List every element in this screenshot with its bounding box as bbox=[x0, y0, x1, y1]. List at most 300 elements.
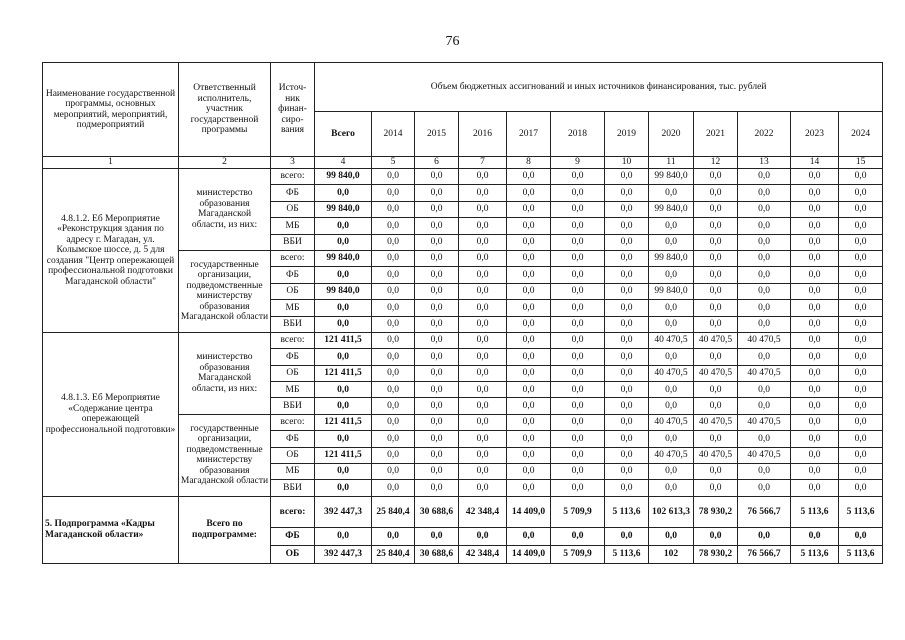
year-value: 0,0 bbox=[507, 234, 551, 250]
row-total: 0,0 bbox=[315, 267, 372, 283]
funding-source: МБ bbox=[271, 382, 315, 398]
funding-source: ОБ bbox=[271, 545, 315, 563]
row-total: 392 447,3 bbox=[315, 496, 372, 527]
year-value: 0,0 bbox=[415, 464, 459, 480]
year-value: 40 470,5 bbox=[649, 365, 694, 381]
year-value: 0,0 bbox=[459, 300, 507, 316]
year-value: 0,0 bbox=[415, 300, 459, 316]
year-value: 0,0 bbox=[551, 316, 605, 332]
year-value: 40 470,5 bbox=[694, 365, 738, 381]
year-value: 102 613,3 bbox=[649, 496, 694, 527]
year-value: 0,0 bbox=[791, 414, 839, 430]
year-value: 40 470,5 bbox=[694, 414, 738, 430]
column-number-6: 6 bbox=[415, 157, 459, 169]
row-total: 392 447,3 bbox=[315, 545, 372, 563]
year-value: 40 470,5 bbox=[738, 332, 791, 348]
funding-source: ВБИ bbox=[271, 398, 315, 414]
year-value: 0,0 bbox=[415, 365, 459, 381]
year-value: 0,0 bbox=[507, 527, 551, 545]
year-value: 0,0 bbox=[839, 464, 883, 480]
year-value: 0,0 bbox=[694, 382, 738, 398]
header-year-2016: 2016 bbox=[459, 112, 507, 157]
year-value: 0,0 bbox=[738, 398, 791, 414]
row-total: 0,0 bbox=[315, 398, 372, 414]
year-value: 0,0 bbox=[372, 332, 415, 348]
year-value: 0,0 bbox=[694, 464, 738, 480]
year-value: 0,0 bbox=[605, 316, 649, 332]
header-year-2022: 2022 bbox=[738, 112, 791, 157]
year-value: 40 470,5 bbox=[738, 447, 791, 463]
year-value: 0,0 bbox=[694, 267, 738, 283]
year-value: 0,0 bbox=[738, 185, 791, 201]
table-row bbox=[43, 169, 883, 185]
year-value: 0,0 bbox=[415, 283, 459, 299]
year-value: 0,0 bbox=[551, 431, 605, 447]
activity-name: 4.8.1.3. Еб Мероприятие «Содержание центра опережающей профессиональной подготовки» bbox=[43, 332, 179, 496]
year-value: 0,0 bbox=[459, 185, 507, 201]
year-value: 0,0 bbox=[507, 250, 551, 266]
funding-source: всего: bbox=[271, 169, 315, 185]
year-value: 0,0 bbox=[507, 447, 551, 463]
year-value: 0,0 bbox=[551, 349, 605, 365]
year-value: 0,0 bbox=[372, 480, 415, 496]
year-value: 0,0 bbox=[791, 316, 839, 332]
year-value: 0,0 bbox=[372, 234, 415, 250]
column-number-12: 12 bbox=[694, 157, 738, 169]
year-value: 0,0 bbox=[507, 218, 551, 234]
year-value: 40 470,5 bbox=[738, 414, 791, 430]
year-value: 0,0 bbox=[459, 332, 507, 348]
year-value: 0,0 bbox=[649, 349, 694, 365]
year-value: 0,0 bbox=[507, 169, 551, 185]
column-number-7: 7 bbox=[459, 157, 507, 169]
row-total: 0,0 bbox=[315, 464, 372, 480]
year-value: 0,0 bbox=[605, 234, 649, 250]
year-value: 0,0 bbox=[459, 316, 507, 332]
year-value: 0,0 bbox=[372, 201, 415, 217]
year-value: 14 409,0 bbox=[507, 545, 551, 563]
header-year-2024: 2024 bbox=[839, 112, 883, 157]
year-value: 0,0 bbox=[605, 169, 649, 185]
funding-source: ВБИ bbox=[271, 316, 315, 332]
year-value: 0,0 bbox=[459, 480, 507, 496]
subprogram-executor: Всего по подпрограмме: bbox=[179, 496, 271, 563]
year-value: 0,0 bbox=[459, 382, 507, 398]
year-value: 99 840,0 bbox=[649, 201, 694, 217]
year-value: 102 bbox=[649, 545, 694, 563]
header-year-2020: 2020 bbox=[649, 112, 694, 157]
year-value: 0,0 bbox=[605, 398, 649, 414]
funding-source: ВБИ bbox=[271, 480, 315, 496]
year-value: 25 840,4 bbox=[372, 545, 415, 563]
column-number-1: 1 bbox=[43, 157, 179, 169]
year-value: 0,0 bbox=[372, 316, 415, 332]
year-value: 0,0 bbox=[507, 332, 551, 348]
year-value: 0,0 bbox=[791, 283, 839, 299]
column-number-9: 9 bbox=[551, 157, 605, 169]
year-value: 0,0 bbox=[372, 414, 415, 430]
year-value: 40 470,5 bbox=[738, 365, 791, 381]
funding-source: ОБ bbox=[271, 283, 315, 299]
column-number-5: 5 bbox=[372, 157, 415, 169]
row-total: 121 411,5 bbox=[315, 447, 372, 463]
row-total: 0,0 bbox=[315, 431, 372, 447]
year-value: 0,0 bbox=[605, 250, 649, 266]
year-value: 0,0 bbox=[551, 283, 605, 299]
executor-name: министерство образования Магаданской области, из них: bbox=[179, 169, 271, 251]
year-value: 0,0 bbox=[605, 382, 649, 398]
year-value: 0,0 bbox=[791, 201, 839, 217]
year-value: 0,0 bbox=[551, 480, 605, 496]
year-value: 0,0 bbox=[507, 398, 551, 414]
funding-source: всего: bbox=[271, 250, 315, 266]
year-value: 0,0 bbox=[551, 464, 605, 480]
year-value: 0,0 bbox=[649, 480, 694, 496]
year-value: 40 470,5 bbox=[694, 447, 738, 463]
year-value: 0,0 bbox=[791, 431, 839, 447]
year-value: 0,0 bbox=[738, 201, 791, 217]
year-value: 0,0 bbox=[738, 431, 791, 447]
year-value: 0,0 bbox=[415, 169, 459, 185]
year-value: 5 709,9 bbox=[551, 545, 605, 563]
year-value: 0,0 bbox=[372, 398, 415, 414]
year-value: 0,0 bbox=[551, 332, 605, 348]
activity-name: 4.8.1.2. Еб Мероприятие «Реконструкция здания по адресу г. Магадан, ул. Колымское шоссе, д. 5 для создания "Центр опережающей профессиональной подготовки Магаданской области" bbox=[43, 169, 179, 333]
year-value: 40 470,5 bbox=[649, 414, 694, 430]
row-total: 99 840,0 bbox=[315, 283, 372, 299]
funding-source: МБ bbox=[271, 464, 315, 480]
header-year-2023: 2023 bbox=[791, 112, 839, 157]
year-value: 0,0 bbox=[694, 349, 738, 365]
year-value: 0,0 bbox=[791, 267, 839, 283]
year-value: 0,0 bbox=[415, 447, 459, 463]
year-value: 0,0 bbox=[372, 267, 415, 283]
row-total: 0,0 bbox=[315, 316, 372, 332]
header-year-2017: 2017 bbox=[507, 112, 551, 157]
funding-source: всего: bbox=[271, 332, 315, 348]
year-value: 40 470,5 bbox=[649, 447, 694, 463]
year-value: 0,0 bbox=[459, 431, 507, 447]
year-value: 0,0 bbox=[605, 349, 649, 365]
year-value: 0,0 bbox=[738, 218, 791, 234]
year-value: 0,0 bbox=[605, 365, 649, 381]
year-value: 0,0 bbox=[694, 169, 738, 185]
year-value: 0,0 bbox=[738, 316, 791, 332]
year-value: 0,0 bbox=[415, 431, 459, 447]
year-value: 0,0 bbox=[415, 267, 459, 283]
year-value: 0,0 bbox=[839, 218, 883, 234]
year-value: 0,0 bbox=[415, 218, 459, 234]
year-value: 78 930,2 bbox=[694, 496, 738, 527]
year-value: 0,0 bbox=[839, 365, 883, 381]
year-value: 0,0 bbox=[694, 234, 738, 250]
year-value: 5 113,6 bbox=[791, 545, 839, 563]
year-value: 0,0 bbox=[605, 527, 649, 545]
year-value: 0,0 bbox=[605, 185, 649, 201]
year-value: 0,0 bbox=[694, 218, 738, 234]
year-value: 40 470,5 bbox=[694, 332, 738, 348]
year-value: 0,0 bbox=[415, 480, 459, 496]
year-value: 0,0 bbox=[839, 398, 883, 414]
year-value: 0,0 bbox=[694, 480, 738, 496]
year-value: 0,0 bbox=[605, 201, 649, 217]
year-value: 78 930,2 bbox=[694, 545, 738, 563]
year-value: 0,0 bbox=[507, 414, 551, 430]
year-value: 0,0 bbox=[605, 464, 649, 480]
year-value: 0,0 bbox=[791, 527, 839, 545]
year-value: 0,0 bbox=[372, 382, 415, 398]
column-number-15: 15 bbox=[839, 157, 883, 169]
year-value: 0,0 bbox=[738, 464, 791, 480]
year-value: 0,0 bbox=[839, 431, 883, 447]
year-value: 0,0 bbox=[605, 218, 649, 234]
year-value: 5 113,6 bbox=[605, 545, 649, 563]
year-value: 0,0 bbox=[507, 300, 551, 316]
year-value: 0,0 bbox=[839, 332, 883, 348]
year-value: 0,0 bbox=[551, 267, 605, 283]
row-total: 121 411,5 bbox=[315, 365, 372, 381]
year-value: 0,0 bbox=[839, 267, 883, 283]
year-value: 0,0 bbox=[738, 250, 791, 266]
year-value: 0,0 bbox=[694, 300, 738, 316]
year-value: 0,0 bbox=[694, 316, 738, 332]
year-value: 0,0 bbox=[372, 250, 415, 266]
year-value: 0,0 bbox=[791, 218, 839, 234]
header-year-2019: 2019 bbox=[605, 112, 649, 157]
year-value: 42 348,4 bbox=[459, 496, 507, 527]
year-value: 0,0 bbox=[551, 382, 605, 398]
year-value: 0,0 bbox=[551, 300, 605, 316]
year-value: 0,0 bbox=[839, 527, 883, 545]
header-name: Наименование государственной программы, основных мероприятий, мероприятий, подмероприятий bbox=[43, 63, 179, 157]
year-value: 0,0 bbox=[791, 447, 839, 463]
header-year-2018: 2018 bbox=[551, 112, 605, 157]
year-value: 0,0 bbox=[605, 267, 649, 283]
year-value: 0,0 bbox=[649, 185, 694, 201]
year-value: 99 840,0 bbox=[649, 283, 694, 299]
row-total: 99 840,0 bbox=[315, 169, 372, 185]
executor-name: министерство образования Магаданской области, из них: bbox=[179, 332, 271, 414]
year-value: 0,0 bbox=[649, 267, 694, 283]
year-value: 30 688,6 bbox=[415, 545, 459, 563]
year-value: 0,0 bbox=[551, 398, 605, 414]
year-value: 0,0 bbox=[738, 480, 791, 496]
funding-source: МБ bbox=[271, 218, 315, 234]
year-value: 0,0 bbox=[605, 447, 649, 463]
year-value: 0,0 bbox=[791, 300, 839, 316]
year-value: 0,0 bbox=[551, 234, 605, 250]
header-year-2014: 2014 bbox=[372, 112, 415, 157]
row-total: 0,0 bbox=[315, 300, 372, 316]
year-value: 0,0 bbox=[649, 316, 694, 332]
funding-source: ФБ bbox=[271, 185, 315, 201]
year-value: 0,0 bbox=[839, 300, 883, 316]
year-value: 0,0 bbox=[459, 527, 507, 545]
year-value: 0,0 bbox=[415, 398, 459, 414]
year-value: 0,0 bbox=[459, 365, 507, 381]
year-value: 0,0 bbox=[738, 349, 791, 365]
row-total: 121 411,5 bbox=[315, 414, 372, 430]
year-value: 0,0 bbox=[791, 185, 839, 201]
year-value: 0,0 bbox=[694, 201, 738, 217]
year-value: 0,0 bbox=[839, 201, 883, 217]
year-value: 0,0 bbox=[551, 185, 605, 201]
row-total: 121 411,5 bbox=[315, 332, 372, 348]
year-value: 0,0 bbox=[459, 414, 507, 430]
year-value: 0,0 bbox=[791, 332, 839, 348]
header-source: Источ-ник финан-сиро-вания bbox=[271, 63, 315, 157]
year-value: 0,0 bbox=[551, 169, 605, 185]
year-value: 0,0 bbox=[415, 382, 459, 398]
year-value: 0,0 bbox=[415, 250, 459, 266]
row-total: 0,0 bbox=[315, 382, 372, 398]
header-year-2021: 2021 bbox=[694, 112, 738, 157]
year-value: 0,0 bbox=[839, 414, 883, 430]
year-value: 0,0 bbox=[839, 349, 883, 365]
year-value: 0,0 bbox=[372, 169, 415, 185]
year-value: 0,0 bbox=[791, 169, 839, 185]
year-value: 0,0 bbox=[459, 283, 507, 299]
column-number-4: 4 bbox=[315, 157, 372, 169]
year-value: 0,0 bbox=[459, 398, 507, 414]
year-value: 0,0 bbox=[372, 527, 415, 545]
funding-source: ОБ bbox=[271, 447, 315, 463]
year-value: 0,0 bbox=[738, 234, 791, 250]
year-value: 0,0 bbox=[507, 201, 551, 217]
year-value: 30 688,6 bbox=[415, 496, 459, 527]
header-executor: Ответственный исполнитель, участник государственной программы bbox=[179, 63, 271, 157]
column-number-10: 10 bbox=[605, 157, 649, 169]
year-value: 0,0 bbox=[791, 365, 839, 381]
year-value: 0,0 bbox=[507, 431, 551, 447]
row-total: 99 840,0 bbox=[315, 201, 372, 217]
year-value: 0,0 bbox=[459, 349, 507, 365]
year-value: 0,0 bbox=[605, 332, 649, 348]
year-value: 0,0 bbox=[372, 185, 415, 201]
funding-source: ОБ bbox=[271, 201, 315, 217]
funding-source: ФБ bbox=[271, 349, 315, 365]
year-value: 0,0 bbox=[415, 414, 459, 430]
year-value: 0,0 bbox=[459, 267, 507, 283]
year-value: 0,0 bbox=[372, 464, 415, 480]
year-value: 0,0 bbox=[459, 447, 507, 463]
funding-source: МБ bbox=[271, 300, 315, 316]
year-value: 0,0 bbox=[694, 398, 738, 414]
year-value: 0,0 bbox=[839, 185, 883, 201]
year-value: 0,0 bbox=[649, 382, 694, 398]
funding-source: ФБ bbox=[271, 431, 315, 447]
year-value: 0,0 bbox=[507, 464, 551, 480]
year-value: 0,0 bbox=[372, 218, 415, 234]
year-value: 0,0 bbox=[415, 332, 459, 348]
year-value: 0,0 bbox=[649, 464, 694, 480]
year-value: 0,0 bbox=[839, 447, 883, 463]
year-value: 0,0 bbox=[791, 464, 839, 480]
year-value: 0,0 bbox=[507, 349, 551, 365]
year-value: 0,0 bbox=[459, 201, 507, 217]
row-total: 0,0 bbox=[315, 234, 372, 250]
year-value: 0,0 bbox=[415, 349, 459, 365]
row-total: 0,0 bbox=[315, 349, 372, 365]
subprogram-name: 5. Подпрограмма «Кадры Магаданской области» bbox=[43, 496, 179, 563]
year-value: 0,0 bbox=[839, 316, 883, 332]
year-value: 0,0 bbox=[791, 382, 839, 398]
row-total: 0,0 bbox=[315, 480, 372, 496]
year-value: 0,0 bbox=[507, 480, 551, 496]
year-value: 0,0 bbox=[507, 382, 551, 398]
year-value: 5 113,6 bbox=[839, 496, 883, 527]
year-value: 40 470,5 bbox=[649, 332, 694, 348]
column-number-11: 11 bbox=[649, 157, 694, 169]
year-value: 0,0 bbox=[372, 365, 415, 381]
year-value: 0,0 bbox=[605, 300, 649, 316]
year-value: 0,0 bbox=[415, 316, 459, 332]
funding-source: всего: bbox=[271, 496, 315, 527]
year-value: 0,0 bbox=[839, 283, 883, 299]
year-value: 0,0 bbox=[839, 480, 883, 496]
year-value: 0,0 bbox=[694, 431, 738, 447]
year-value: 0,0 bbox=[415, 201, 459, 217]
year-value: 0,0 bbox=[649, 234, 694, 250]
year-value: 0,0 bbox=[738, 267, 791, 283]
funding-source: ФБ bbox=[271, 527, 315, 545]
year-value: 0,0 bbox=[694, 185, 738, 201]
year-value: 0,0 bbox=[649, 527, 694, 545]
budget-table bbox=[42, 62, 883, 564]
year-value: 0,0 bbox=[605, 414, 649, 430]
year-value: 0,0 bbox=[839, 250, 883, 266]
row-total: 99 840,0 bbox=[315, 250, 372, 266]
year-value: 99 840,0 bbox=[649, 169, 694, 185]
year-value: 0,0 bbox=[839, 234, 883, 250]
year-value: 0,0 bbox=[459, 169, 507, 185]
year-value: 0,0 bbox=[839, 382, 883, 398]
year-value: 0,0 bbox=[551, 250, 605, 266]
year-value: 76 566,7 bbox=[738, 496, 791, 527]
year-value: 0,0 bbox=[649, 398, 694, 414]
year-value: 0,0 bbox=[551, 201, 605, 217]
year-value: 0,0 bbox=[372, 300, 415, 316]
year-value: 5 113,6 bbox=[839, 545, 883, 563]
year-value: 0,0 bbox=[649, 300, 694, 316]
year-value: 0,0 bbox=[791, 349, 839, 365]
year-value: 42 348,4 bbox=[459, 545, 507, 563]
year-value: 0,0 bbox=[738, 169, 791, 185]
header-total: Всего bbox=[315, 112, 372, 157]
executor-name: государственные организации, подведомственные министерству образования Магаданской области bbox=[179, 414, 271, 496]
year-value: 0,0 bbox=[791, 250, 839, 266]
year-value: 0,0 bbox=[791, 234, 839, 250]
page-number: 76 bbox=[445, 34, 460, 49]
row-total: 0,0 bbox=[315, 218, 372, 234]
year-value: 25 840,4 bbox=[372, 496, 415, 527]
column-number-14: 14 bbox=[791, 157, 839, 169]
year-value: 0,0 bbox=[605, 480, 649, 496]
year-value: 0,0 bbox=[507, 316, 551, 332]
year-value: 0,0 bbox=[791, 398, 839, 414]
year-value: 0,0 bbox=[372, 349, 415, 365]
funding-source: всего: bbox=[271, 414, 315, 430]
year-value: 0,0 bbox=[738, 527, 791, 545]
year-value: 0,0 bbox=[738, 283, 791, 299]
year-value: 0,0 bbox=[459, 234, 507, 250]
year-value: 0,0 bbox=[791, 480, 839, 496]
year-value: 0,0 bbox=[415, 185, 459, 201]
year-value: 99 840,0 bbox=[649, 250, 694, 266]
year-value: 0,0 bbox=[605, 431, 649, 447]
year-value: 0,0 bbox=[372, 447, 415, 463]
year-value: 0,0 bbox=[507, 365, 551, 381]
